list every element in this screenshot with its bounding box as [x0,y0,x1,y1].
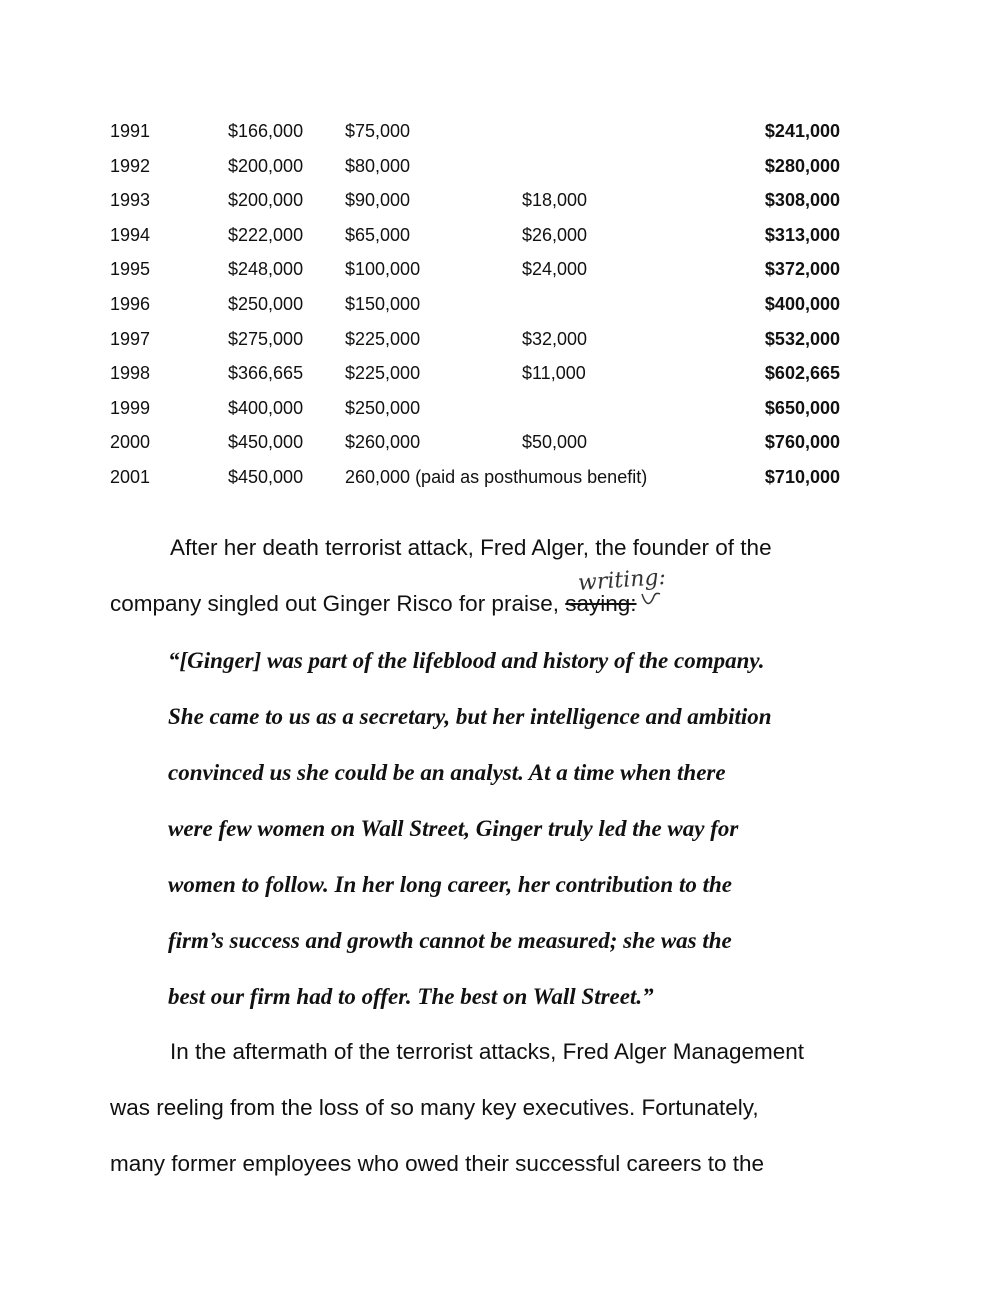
year-cell: 1992 [110,155,151,176]
amount-a-cell: $250,000 [228,294,304,314]
amount-c-cell: $50,000 [522,432,588,453]
total-cell: $602,665 [764,363,840,384]
amount-a-cell: $450,000 [228,467,304,487]
quote-line: convinced us she could be an analyst. At a time when there [168,760,726,785]
amount-a-cell: $400,000 [228,397,304,418]
amount-b-cell: $90,000 [345,190,411,211]
total-cell: $308,000 [764,190,840,211]
year-cell: 1999 [110,397,151,418]
amount-a-cell: $222,000 [228,224,304,245]
year-cell: 2000 [110,432,151,453]
amount-a-cell: $166,000 [228,121,304,141]
year-cell: 2001 [110,467,151,487]
year-cell: 1998 [110,363,151,384]
amount-b-cell: $75,000 [345,121,411,141]
quote-line: firm’s success and growth cannot be measured; she was the [168,928,732,953]
amount-b-cell: $225,000 [345,363,421,384]
quote-line: best our firm had to offer. The best on Wall Street.” [168,984,654,1009]
total-cell: $280,000 [764,155,840,176]
amount-a-cell: $200,000 [228,190,304,211]
total-cell: $372,000 [764,259,840,280]
amount-c-cell: $18,000 [522,190,588,211]
year-cell: 1991 [110,121,151,141]
amount-b-cell: $100,000 [345,259,421,280]
amount-a-cell: $200,000 [228,155,304,176]
total-cell: $400,000 [764,294,840,314]
paragraph-1-line-2: company singled out Ginger Risco for praise, [110,591,566,616]
total-cell: $710,000 [764,467,840,487]
amount-b-cell: 260,000 (paid as posthumous benefit) [345,467,648,487]
total-cell: $760,000 [764,432,840,453]
amount-a-cell: $450,000 [228,432,304,453]
year-cell: 1997 [110,328,151,349]
quote-line: women to follow. In her long career, her contribution to the [168,872,733,897]
handwritten-insertion: writing: [577,564,667,597]
amount-c-cell: $11,000 [522,363,586,384]
amount-c-cell: $32,000 [522,328,588,349]
amount-b-cell: $250,000 [345,397,421,418]
struck-word: saying: [565,591,637,616]
quote-line: were few women on Wall Street, Ginger truly led the way for [168,816,739,841]
total-cell: $532,000 [764,328,840,349]
year-cell: 1995 [110,259,151,280]
insertion-caret-icon [640,590,664,612]
amount-b-cell: $225,000 [345,328,421,349]
paragraph-1-line-1: After her death terrorist attack, Fred Alger, the founder of the [170,535,772,560]
quote-line: She came to us as a secretary, but her intelligence and ambition [168,704,772,729]
amount-b-cell: $80,000 [345,155,411,176]
amount-b-cell: $260,000 [345,432,421,453]
amount-a-cell: $275,000 [228,328,304,349]
total-cell: $313,000 [764,224,840,245]
amount-c-cell: $24,000 [522,259,588,280]
amount-a-cell: $366,665 [228,363,304,384]
quote-line: “[Ginger] was part of the lifeblood and history of the company. [168,648,765,673]
year-cell: 1993 [110,190,151,211]
amount-a-cell: $248,000 [228,259,304,280]
paragraph-1 [110,520,910,632]
paragraph-2-line: was reeling from the loss of so many key executives. Fortunately, [110,1095,759,1120]
amount-b-cell: $65,000 [345,224,411,245]
paragraph-2-line: In the aftermath of the terrorist attacks, Fred Alger Management [170,1039,805,1064]
amount-c-cell: $26,000 [522,224,588,245]
year-cell: 1996 [110,294,151,314]
paragraph-2-line: many former employees who owed their successful careers to the [110,1151,765,1176]
amount-b-cell: $150,000 [345,294,421,314]
year-cell: 1994 [110,224,151,245]
total-cell: $241,000 [764,121,840,141]
total-cell: $650,000 [764,397,840,418]
